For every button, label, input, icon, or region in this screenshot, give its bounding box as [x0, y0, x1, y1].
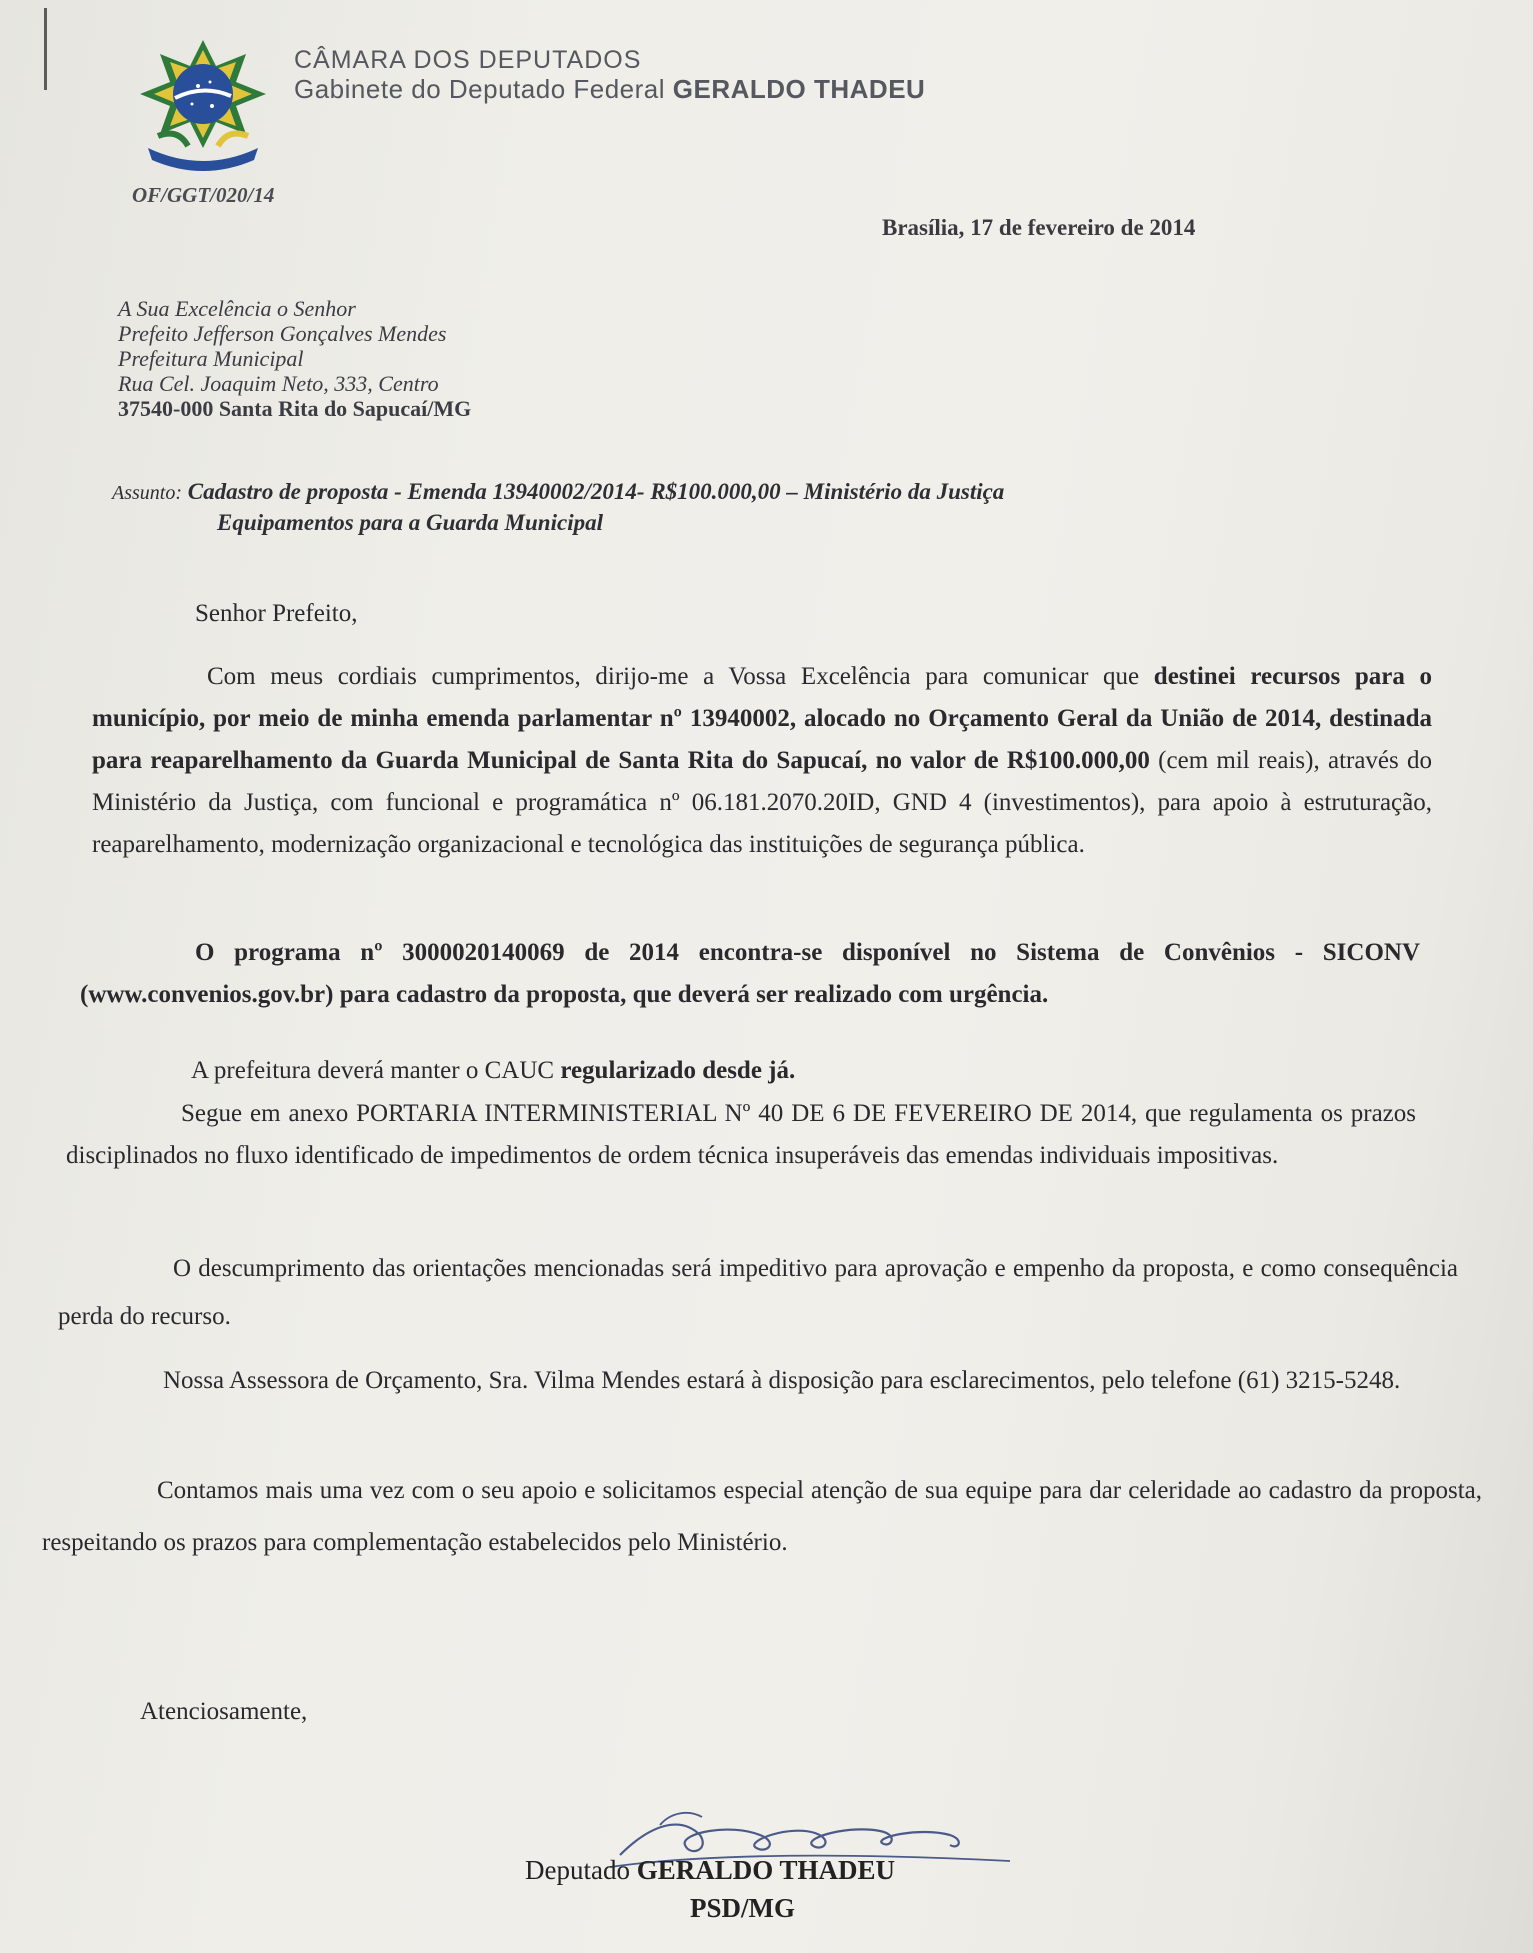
- salutation: Senhor Prefeito,: [195, 600, 358, 627]
- paragraph-emphasis: regularizado desde já.: [560, 1057, 796, 1084]
- letter-date: Brasília, 17 de fevereiro de 2014: [882, 215, 1196, 240]
- recipient-address: [118, 296, 471, 421]
- address-line: A Sua Excelência o Senhor: [118, 296, 356, 321]
- paragraph-text: O programa nº 3000020140069 de 2014 encontra-se disponível no Sistema de Convênios - SICONV (www.convenios.gov.br) para cadastro da proposta, que deverá ser realizado com urgência.: [80, 939, 1420, 1008]
- address-line: Prefeitura Municipal: [118, 346, 304, 371]
- signatory-surname: GERALDO THADEU: [636, 1855, 896, 1885]
- paragraph-text: Segue em anexo PORTARIA INTERMINISTERIAL Nº 40 DE 6 DE FEVEREIRO DE 2014, que regulamenta os prazos disciplinados no fluxo identificado de impedimentos de ordem técnica insuperáveis das emendas individuais impositivas.: [66, 1100, 1416, 1169]
- body-paragraph: [76, 1050, 1416, 1092]
- coat-of-arms-icon: [128, 36, 278, 176]
- signatory-name: [525, 1855, 895, 1886]
- paragraph-text: Contamos mais uma vez com o seu apoio e solicitamos especial atenção de sua equipe para dar celeridade ao cadastro da proposta, respeitando os prazos para complementação estabelecidos pelo Ministério.: [42, 1477, 1482, 1556]
- subject-block: [112, 477, 1004, 538]
- paragraph-text: Nossa Assessora de Orçamento, Sra. Vilma Mendes estará à disposição para esclarecimentos, pelo telefone (61) 3215-5248.: [163, 1367, 1401, 1394]
- paragraph-text: Com meus cordiais cumprimentos, dirijo-me a Vossa Excelência para comunicar que: [207, 663, 1154, 690]
- office-deputy-name: GERALDO THADEU: [672, 74, 926, 104]
- office-prefix: Gabinete do Deputado Federal: [294, 74, 666, 104]
- address-line: Prefeito Jefferson Gonçalves Mendes: [118, 321, 447, 346]
- signatory-title: Deputado: [525, 1855, 630, 1885]
- body-paragraph: [66, 1093, 1416, 1177]
- closing: Atenciosamente,: [140, 1698, 308, 1725]
- address-line: Rua Cel. Joaquim Neto, 333, Centro: [118, 371, 439, 396]
- paragraph-text: A prefeitura deverá manter o CAUC: [191, 1057, 561, 1084]
- page-edge-mark: [44, 8, 47, 90]
- office-line: [294, 74, 925, 104]
- body-paragraph: [48, 1355, 1468, 1407]
- document-reference: OF/GGT/020/14: [132, 183, 275, 207]
- body-paragraph: [80, 932, 1420, 1016]
- subject-line: Equipamentos para a Guarda Municipal: [217, 510, 603, 535]
- address-line: 37540-000 Santa Rita do Sapucaí/MG: [118, 396, 472, 421]
- institution-name: CÂMARA DOS DEPUTADOS: [294, 46, 642, 74]
- signatory-party: PSD/MG: [690, 1893, 795, 1923]
- body-paragraph: [42, 1465, 1482, 1569]
- body-paragraph: [92, 656, 1432, 866]
- subject-label: Assunto:: [112, 482, 182, 504]
- paragraph-text: (cem mil reais), através do Ministério da Justiça, com funcional e programática nº 06.181.2070.20ID, GND 4 (investimentos), para apoio à estruturação, reaparelhamento, modernização organizacional e tecnológica das instituições de segurança pública.: [92, 747, 1433, 858]
- paragraph-emphasis: destinei recursos para o município, por meio de minha emenda parlamentar nº 13940002, alocado no Orçamento Geral da União de 2014, destinada para reaparelhamento da Guarda Municipal de Santa Rita do Sapucaí, no valor de R$100.000,00: [92, 663, 1432, 774]
- subject-line: Cadastro de proposta - Emenda 13940002/2014- R$100.000,00 – Ministério da Justiça: [187, 479, 1005, 504]
- paragraph-text: O descumprimento das orientações mencionadas será impeditivo para aprovação e empenho da proposta, e como consequência perda do recurso.: [58, 1255, 1458, 1330]
- body-paragraph: [58, 1245, 1458, 1341]
- letterhead: [294, 46, 925, 104]
